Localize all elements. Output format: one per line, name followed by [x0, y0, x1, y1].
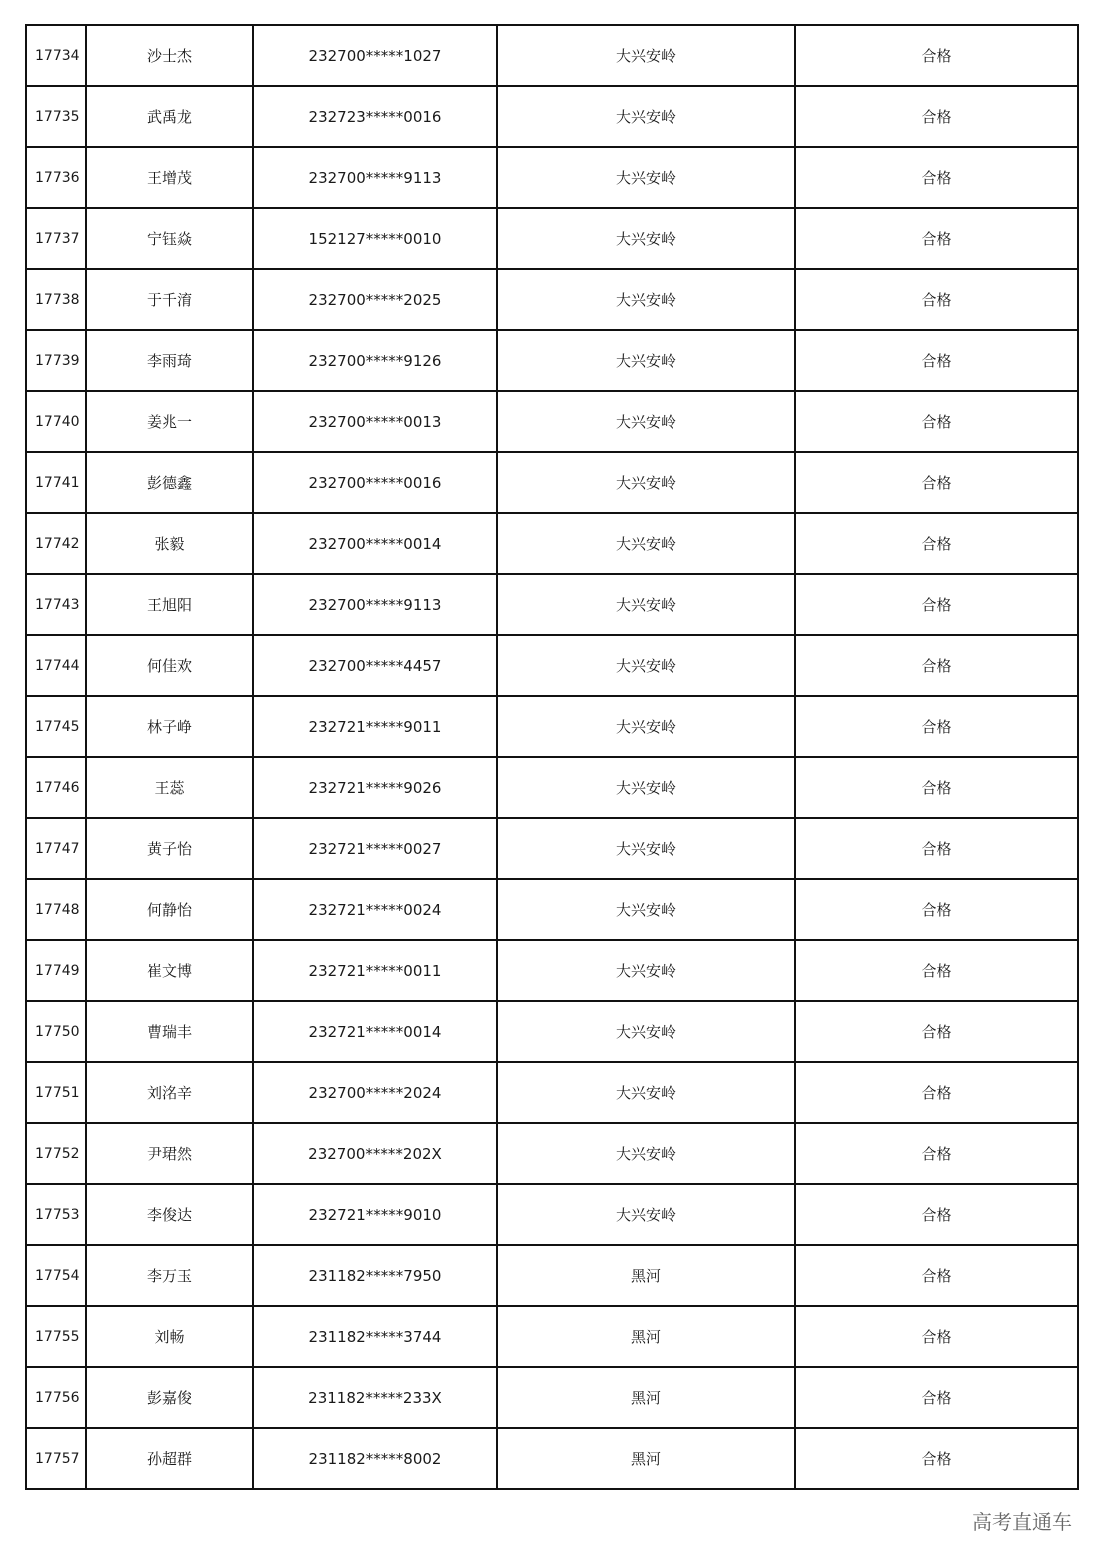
table-row [26, 1428, 1078, 1489]
cell-name: 王增茂 [86, 147, 253, 208]
cell-name: 沙士杰 [86, 25, 253, 86]
table-row [26, 269, 1078, 330]
cell-id-number: 231182*****7950 [253, 1245, 497, 1306]
table-row [26, 25, 1078, 86]
cell-result: 合格 [795, 1428, 1078, 1489]
table-row [26, 818, 1078, 879]
cell-id-number: 231182*****8002 [253, 1428, 497, 1489]
cell-name: 于千淯 [86, 269, 253, 330]
cell-id-number: 232700*****9113 [253, 574, 497, 635]
cell-name: 黄子怡 [86, 818, 253, 879]
cell-id-number: 232700*****4457 [253, 635, 497, 696]
cell-region: 黑河 [497, 1367, 795, 1428]
cell-name: 何佳欢 [86, 635, 253, 696]
cell-name: 王旭阳 [86, 574, 253, 635]
cell-serial-number: 17745 [26, 696, 86, 757]
cell-id-number: 232700*****2024 [253, 1062, 497, 1123]
cell-name: 姜兆一 [86, 391, 253, 452]
cell-serial-number: 17750 [26, 1001, 86, 1062]
cell-serial-number: 17744 [26, 635, 86, 696]
cell-region: 大兴安岭 [497, 1123, 795, 1184]
table-row [26, 1001, 1078, 1062]
cell-serial-number: 17743 [26, 574, 86, 635]
roster-table [25, 24, 1079, 1490]
cell-region: 大兴安岭 [497, 147, 795, 208]
cell-region: 大兴安岭 [497, 696, 795, 757]
table-row [26, 1184, 1078, 1245]
roster-body [26, 25, 1078, 1489]
cell-result: 合格 [795, 25, 1078, 86]
cell-serial-number: 17742 [26, 513, 86, 574]
cell-id-number: 232721*****9026 [253, 757, 497, 818]
cell-name: 曹瑞丰 [86, 1001, 253, 1062]
table-row [26, 1245, 1078, 1306]
table-row [26, 879, 1078, 940]
table-row [26, 1306, 1078, 1367]
cell-result: 合格 [795, 1001, 1078, 1062]
cell-id-number: 232700*****2025 [253, 269, 497, 330]
cell-id-number: 232700*****202X [253, 1123, 497, 1184]
cell-result: 合格 [795, 1367, 1078, 1428]
cell-id-number: 232721*****0027 [253, 818, 497, 879]
cell-name: 孙超群 [86, 1428, 253, 1489]
cell-result: 合格 [795, 940, 1078, 1001]
cell-name: 王蕊 [86, 757, 253, 818]
cell-serial-number: 17741 [26, 452, 86, 513]
cell-region: 大兴安岭 [497, 391, 795, 452]
table-row [26, 1367, 1078, 1428]
cell-region: 大兴安岭 [497, 879, 795, 940]
cell-name: 何静怡 [86, 879, 253, 940]
cell-result: 合格 [795, 1306, 1078, 1367]
cell-id-number: 232721*****0011 [253, 940, 497, 1001]
cell-serial-number: 17748 [26, 879, 86, 940]
cell-region: 大兴安岭 [497, 513, 795, 574]
cell-region: 大兴安岭 [497, 818, 795, 879]
cell-result: 合格 [795, 86, 1078, 147]
table-row [26, 391, 1078, 452]
cell-region: 大兴安岭 [497, 208, 795, 269]
cell-result: 合格 [795, 635, 1078, 696]
cell-serial-number: 17752 [26, 1123, 86, 1184]
cell-result: 合格 [795, 1184, 1078, 1245]
cell-id-number: 152127*****0010 [253, 208, 497, 269]
cell-region: 大兴安岭 [497, 269, 795, 330]
cell-region: 大兴安岭 [497, 330, 795, 391]
cell-name: 崔文博 [86, 940, 253, 1001]
cell-region: 大兴安岭 [497, 574, 795, 635]
cell-name: 彭德鑫 [86, 452, 253, 513]
cell-result: 合格 [795, 757, 1078, 818]
cell-serial-number: 17755 [26, 1306, 86, 1367]
cell-region: 大兴安岭 [497, 86, 795, 147]
cell-result: 合格 [795, 330, 1078, 391]
cell-name: 彭嘉俊 [86, 1367, 253, 1428]
cell-serial-number: 17757 [26, 1428, 86, 1489]
cell-name: 武禹龙 [86, 86, 253, 147]
table-row [26, 757, 1078, 818]
cell-serial-number: 17749 [26, 940, 86, 1001]
cell-result: 合格 [795, 208, 1078, 269]
cell-region: 大兴安岭 [497, 1184, 795, 1245]
table-row [26, 635, 1078, 696]
cell-serial-number: 17756 [26, 1367, 86, 1428]
cell-result: 合格 [795, 574, 1078, 635]
cell-name: 林子峥 [86, 696, 253, 757]
cell-serial-number: 17736 [26, 147, 86, 208]
cell-serial-number: 17739 [26, 330, 86, 391]
cell-name: 李俊达 [86, 1184, 253, 1245]
cell-result: 合格 [795, 1123, 1078, 1184]
cell-serial-number: 17754 [26, 1245, 86, 1306]
cell-result: 合格 [795, 1062, 1078, 1123]
cell-serial-number: 17734 [26, 25, 86, 86]
cell-region: 黑河 [497, 1428, 795, 1489]
cell-id-number: 232700*****9113 [253, 147, 497, 208]
cell-serial-number: 17738 [26, 269, 86, 330]
table-row [26, 452, 1078, 513]
table-row [26, 147, 1078, 208]
cell-result: 合格 [795, 147, 1078, 208]
cell-serial-number: 17747 [26, 818, 86, 879]
table-row [26, 696, 1078, 757]
cell-serial-number: 17746 [26, 757, 86, 818]
table-row [26, 86, 1078, 147]
cell-region: 大兴安岭 [497, 940, 795, 1001]
cell-name: 刘畅 [86, 1306, 253, 1367]
table-row [26, 1123, 1078, 1184]
cell-id-number: 232721*****9010 [253, 1184, 497, 1245]
cell-result: 合格 [795, 269, 1078, 330]
cell-result: 合格 [795, 513, 1078, 574]
cell-id-number: 232700*****0016 [253, 452, 497, 513]
cell-serial-number: 17751 [26, 1062, 86, 1123]
cell-region: 大兴安岭 [497, 452, 795, 513]
cell-result: 合格 [795, 879, 1078, 940]
cell-id-number: 232700*****1027 [253, 25, 497, 86]
cell-region: 大兴安岭 [497, 1001, 795, 1062]
cell-id-number: 232723*****0016 [253, 86, 497, 147]
cell-id-number: 231182*****233X [253, 1367, 497, 1428]
cell-name: 张毅 [86, 513, 253, 574]
cell-region: 大兴安岭 [497, 757, 795, 818]
watermark: 高考直通车 [968, 1506, 1076, 1535]
cell-id-number: 232700*****0013 [253, 391, 497, 452]
cell-id-number: 232700*****0014 [253, 513, 497, 574]
cell-id-number: 232721*****9011 [253, 696, 497, 757]
cell-serial-number: 17753 [26, 1184, 86, 1245]
cell-result: 合格 [795, 818, 1078, 879]
cell-result: 合格 [795, 1245, 1078, 1306]
cell-name: 李雨琦 [86, 330, 253, 391]
cell-id-number: 232721*****0014 [253, 1001, 497, 1062]
table-row [26, 574, 1078, 635]
cell-region: 黑河 [497, 1245, 795, 1306]
cell-region: 大兴安岭 [497, 1062, 795, 1123]
table-row [26, 208, 1078, 269]
cell-name: 宁钰焱 [86, 208, 253, 269]
table-row [26, 940, 1078, 1001]
cell-result: 合格 [795, 391, 1078, 452]
cell-id-number: 231182*****3744 [253, 1306, 497, 1367]
cell-serial-number: 17740 [26, 391, 86, 452]
cell-region: 大兴安岭 [497, 635, 795, 696]
cell-serial-number: 17737 [26, 208, 86, 269]
cell-id-number: 232700*****9126 [253, 330, 497, 391]
table-row [26, 513, 1078, 574]
cell-id-number: 232721*****0024 [253, 879, 497, 940]
cell-name: 李万玉 [86, 1245, 253, 1306]
cell-serial-number: 17735 [26, 86, 86, 147]
cell-name: 刘洺辛 [86, 1062, 253, 1123]
cell-result: 合格 [795, 696, 1078, 757]
table-row [26, 330, 1078, 391]
cell-region: 黑河 [497, 1306, 795, 1367]
cell-result: 合格 [795, 452, 1078, 513]
cell-region: 大兴安岭 [497, 25, 795, 86]
table-row [26, 1062, 1078, 1123]
cell-name: 尹珺然 [86, 1123, 253, 1184]
